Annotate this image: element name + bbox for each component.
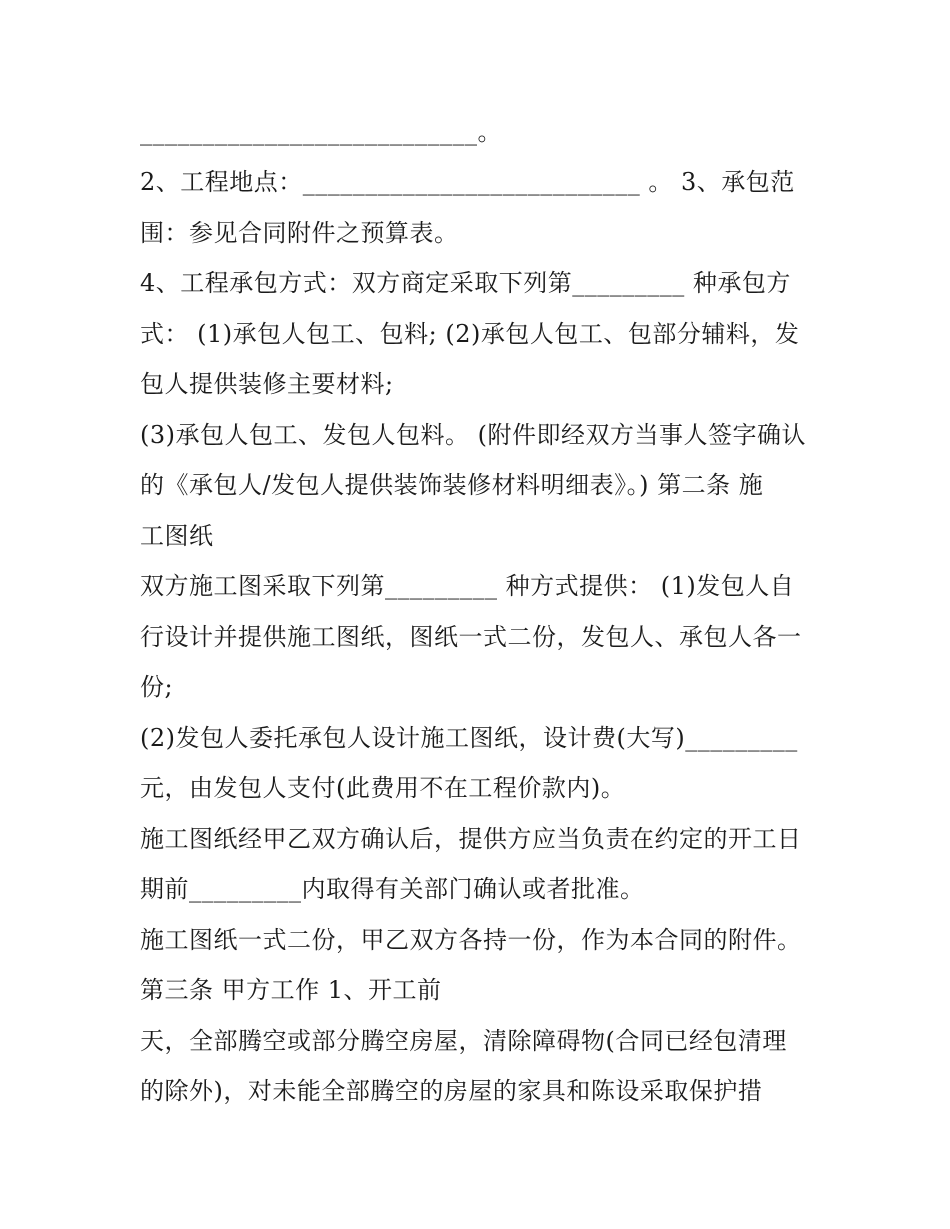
text-line: 行设计并提供施工图纸，图纸一式二份，发包人、承包人各一	[140, 623, 802, 651]
text-line: 工图纸	[140, 522, 214, 550]
text-line: 的《承包人/发包人提供装饰装修材料明细表》。) 第二条 施	[140, 471, 764, 499]
text-line: 元，由发包人支付(此费用不在工程价款内)。	[140, 774, 626, 802]
text-line: 份;	[140, 673, 174, 701]
text-line: 施工图纸经甲乙双方确认后，提供方应当负责在约定的开工日	[140, 825, 802, 853]
text-line: 的除外)，对未能全部腾空的房屋的家具和陈设采取保护措	[140, 1077, 763, 1105]
text-line: ___________________________。	[140, 118, 502, 146]
text-line: 双方施工图采取下列第_________ 种方式提供： (1)发包人自	[140, 572, 795, 600]
text-line: 式： (1)承包人包工、包料; (2)承包人包工、包部分辅料，发	[140, 320, 800, 348]
text-line: 施工图纸一式二份，甲乙双方各持一份，作为本合同的附件。	[140, 926, 802, 954]
text-line: (3)承包人包工、发包人包料。 (附件即经双方当事人签字确认	[140, 421, 806, 449]
text-line: 天，全部腾空或部分腾空房屋，清除障碍物(合同已经包清理	[140, 1027, 787, 1055]
text-line: 4、工程承包方式：双方商定采取下列第_________ 种承包方	[140, 269, 791, 297]
text-line: 第三条 甲方工作 1、开工前	[140, 976, 442, 1004]
text-line: 围：参见合同附件之预算表。	[140, 219, 459, 247]
text-line: 2、工程地点：___________________________ 。 3、承包范	[140, 168, 795, 196]
text-line: 期前_________内取得有关部门确认或者批准。	[140, 875, 645, 903]
text-line: 包人提供装修主要材料;	[140, 370, 394, 398]
text-line: (2)发包人委托承包人设计施工图纸，设计费(大写)_________	[140, 724, 798, 752]
